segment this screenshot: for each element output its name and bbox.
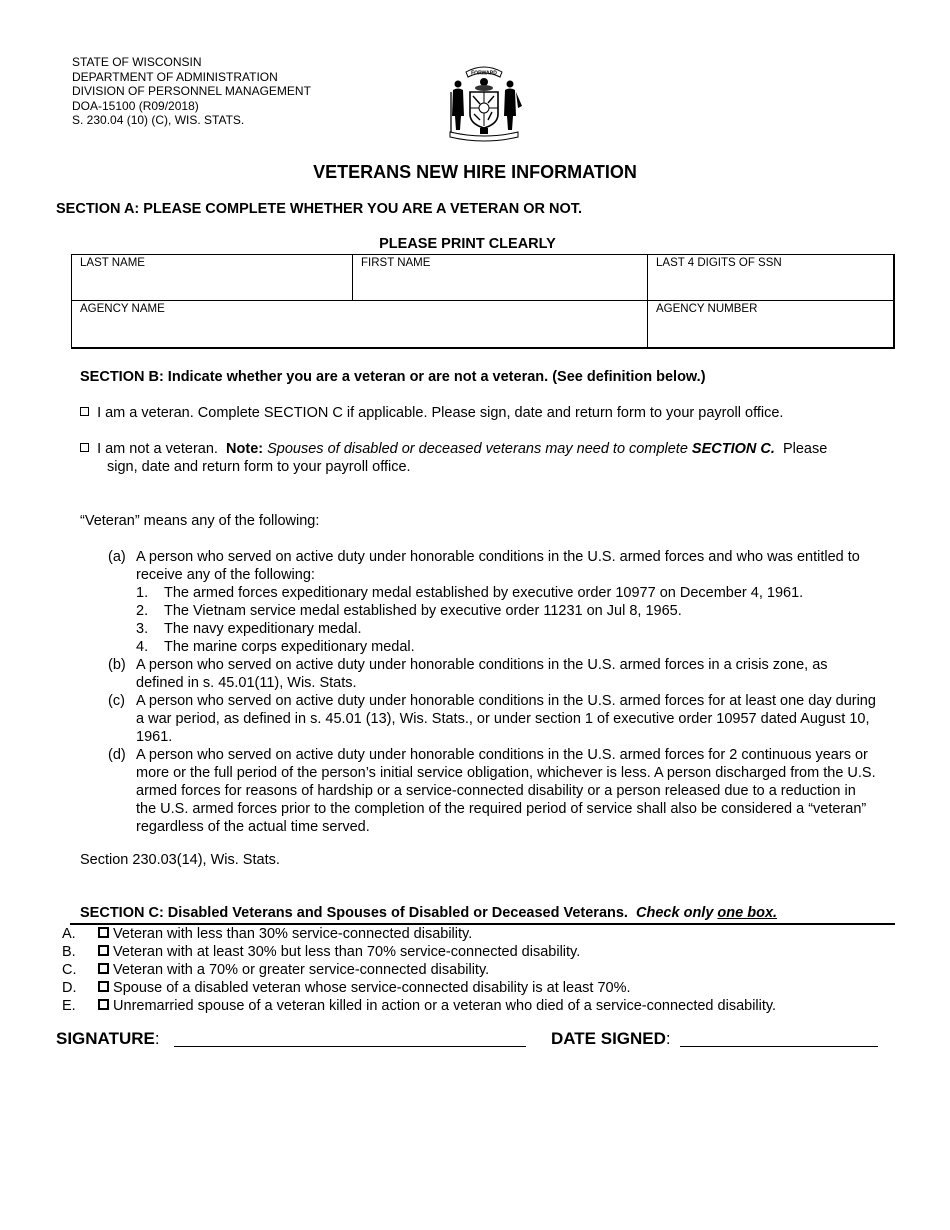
section-c-title: SECTION C: Disabled Veterans and Spouses of Disabled or Deceased Veterans. [80, 905, 628, 921]
section-c-options [62, 925, 776, 1015]
state-seal-icon [442, 62, 526, 146]
not-veteran-checkbox[interactable] [80, 443, 89, 452]
medal-text: The marine corps expeditionary medal. [164, 639, 415, 655]
definition-item-text: A person who served on active duty under honorable conditions in the U.S. armed forces in a crisis zone, as defined in s. 45.01(11), Wis. Stats. [136, 657, 828, 691]
option-text: Veteran with at least 30% but less than 70% service-connected disability. [113, 944, 581, 960]
veteran-option-text: I am a veteran. Complete SECTION C if applicable. Please sign, date and return form to your payroll office. [97, 405, 784, 421]
note-continuation: sign, date and return form to your payroll office. [107, 459, 411, 475]
ssn-label: LAST 4 DIGITS OF SSN [656, 257, 782, 269]
veteran-checkbox[interactable] [80, 407, 89, 416]
section-b-heading: SECTION B: Indicate whether you are a veteran or are not a veteran. (See definition below.) [80, 369, 706, 385]
option-checkbox[interactable] [98, 945, 109, 956]
veteran-option [80, 404, 900, 422]
definition-item-text: A person who served on active duty under honorable conditions in the U.S. armed forces and who was entitled to receive any of the following: [136, 549, 860, 583]
option-checkbox[interactable] [98, 927, 109, 938]
first-name-field[interactable] [353, 255, 648, 301]
medal-item [136, 638, 878, 656]
definition-item-label: (b) [108, 657, 126, 673]
option-checkbox[interactable] [98, 981, 109, 992]
medal-num: 3. [136, 621, 149, 637]
disability-option [62, 979, 776, 997]
section-c-instruction: Check only [636, 905, 714, 921]
disability-option [62, 997, 776, 1015]
option-text: Veteran with a 70% or greater service-connected disability. [113, 962, 490, 978]
medal-text: The Vietnam service medal established by executive order 11231 on Jul 8, 1965. [164, 603, 682, 619]
medal-num: 4. [136, 639, 149, 655]
definition-item [108, 692, 878, 746]
definition-item-label: (c) [108, 693, 125, 709]
option-letter: A. [62, 926, 76, 942]
medal-text: The armed forces expeditionary medal established by executive order 10977 on December 4, 1961. [164, 585, 804, 601]
medal-item [136, 584, 878, 602]
option-text: Unremarried spouse of a veteran killed in action or a veteran who died of a service-connected disability. [113, 998, 777, 1014]
header-line: DEPARTMENT OF ADMINISTRATION [72, 69, 278, 84]
not-veteran-text: I am not a veteran. [97, 441, 218, 457]
disability-option [62, 961, 776, 979]
medal-item [136, 620, 878, 638]
veteran-definition-intro: “Veteran” means any of the following: [80, 513, 320, 529]
definition-item-text: A person who served on active duty under honorable conditions in the U.S. armed forces for 2 continuous years or more or the full period of the person’s initial service obligation, whichever is less. A person discharged from the U.S. armed forces for reasons of hardship or a service-connected disability or a person released due to a reduction in the U.S. armed forces prior to the completion of the required period of service shall also be considered a “veteran” regardless of the actual time served. [136, 747, 876, 835]
section-a-heading: SECTION A: PLEASE COMPLETE WHETHER YOU ARE A VETERAN OR NOT. [56, 201, 583, 217]
medal-num: 2. [136, 603, 149, 619]
agency-header [72, 55, 311, 128]
agency-number-label: AGENCY NUMBER [656, 303, 758, 315]
option-letter: D. [62, 980, 77, 996]
last-name-label: LAST NAME [80, 257, 145, 269]
agency-name-field[interactable] [72, 301, 648, 348]
note-text: Spouses of disabled or deceased veterans may need to complete [267, 441, 688, 457]
option-letter: E. [62, 998, 76, 1014]
header-line: S. 230.04 (10) (C), WIS. STATS. [72, 113, 245, 127]
date-signed-label: DATE SIGNED [551, 1029, 666, 1048]
definition-item [108, 746, 878, 836]
note-tail: Please [782, 441, 828, 457]
header-line: DIVISION OF PERSONNEL MANAGEMENT [72, 84, 311, 98]
seal-motto: FORWARD [471, 70, 497, 77]
last-name-field[interactable] [72, 255, 353, 301]
disability-option [62, 925, 776, 943]
signature-line[interactable] [174, 1030, 526, 1047]
date-signed-line[interactable] [680, 1030, 878, 1047]
definition-item [108, 656, 878, 692]
ssn-field[interactable] [648, 255, 894, 301]
disability-option [62, 943, 776, 961]
agency-number-field[interactable] [648, 301, 894, 348]
note-section-ref: SECTION C. [691, 441, 775, 457]
option-checkbox[interactable] [98, 999, 109, 1010]
not-veteran-option [80, 440, 902, 476]
first-name-label: FIRST NAME [361, 257, 431, 269]
definition-item-label: (d) [108, 747, 126, 763]
note-label: Note: [226, 441, 264, 457]
header-line: STATE OF WISCONSIN [72, 55, 202, 69]
date-colon: : [665, 1029, 671, 1048]
section-c-instruction-emphasis: one box. [717, 905, 778, 921]
header-line: DOA-15100 (R09/2018) [72, 98, 199, 113]
medal-text: The navy expeditionary medal. [164, 621, 362, 637]
option-text: Spouse of a disabled veteran whose service-connected disability is at least 70%. [113, 980, 631, 996]
definition-item-text: A person who served on active duty under honorable conditions in the U.S. armed forces for at least one day during a war period, as defined in s. 45.01 (13), Wis. Stats., or under section 1 of executive order 10957 dated August 10, 1961. [136, 693, 876, 745]
medal-item [136, 602, 878, 620]
signature-label: SIGNATURE [56, 1029, 155, 1048]
medal-num: 1. [136, 585, 149, 601]
option-letter: C. [62, 962, 77, 978]
statute-reference: Section 230.03(14), Wis. Stats. [80, 852, 280, 868]
form-title: VETERANS NEW HIRE INFORMATION [313, 162, 637, 182]
option-checkbox[interactable] [98, 963, 109, 974]
definition-item [108, 548, 878, 656]
option-letter: B. [62, 944, 76, 960]
print-clearly-label: PLEASE PRINT CLEARLY [379, 236, 556, 252]
veteran-definition-list [108, 548, 878, 836]
date-row [551, 1029, 878, 1049]
option-text: Veteran with less than 30% service-connected disability. [113, 926, 473, 942]
section-c-heading [70, 904, 895, 925]
definition-item-label: (a) [108, 549, 126, 565]
section-a-fields [71, 254, 895, 349]
signature-row [56, 1029, 526, 1049]
signature-colon: : [154, 1029, 160, 1048]
agency-name-label: AGENCY NAME [80, 303, 165, 315]
